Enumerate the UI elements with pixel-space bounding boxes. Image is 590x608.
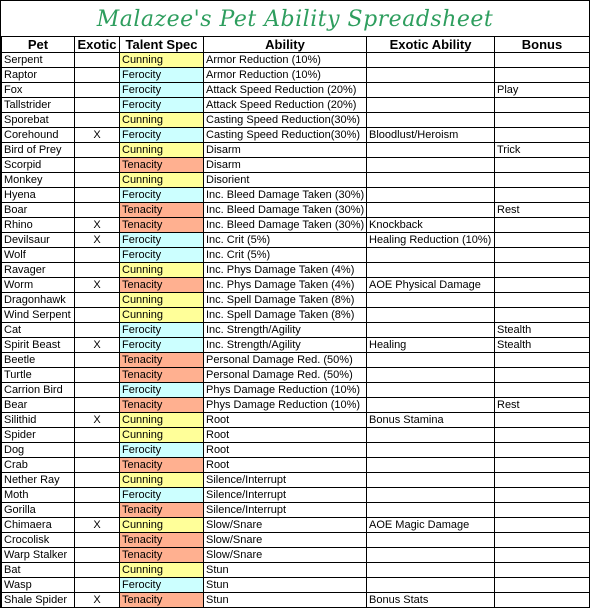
cell-pet[interactable]: Wolf [2, 248, 75, 263]
cell-talent-spec[interactable]: Ferocity [120, 248, 204, 263]
header-talent-spec[interactable]: Talent Spec [120, 37, 204, 53]
cell-pet[interactable]: Gorilla [2, 503, 75, 518]
cell-exotic-ability[interactable] [367, 83, 495, 98]
cell-exotic-ability[interactable] [367, 203, 495, 218]
table-body [2, 53, 590, 608]
cell-bonus[interactable] [495, 293, 590, 308]
cell-pet[interactable]: Cat [2, 323, 75, 338]
cell-ability[interactable]: Casting Speed Reduction(30%) [204, 128, 367, 143]
cell-ability[interactable]: Slow/Snare [204, 548, 367, 563]
cell-ability[interactable]: Inc. Bleed Damage Taken (30%) [204, 218, 367, 233]
cell-talent-spec[interactable]: Cunning [120, 113, 204, 128]
header-exotic[interactable]: Exotic [75, 37, 120, 53]
cell-exotic-ability[interactable]: Knockback [367, 218, 495, 233]
cell-pet[interactable]: Crab [2, 458, 75, 473]
cell-talent-spec[interactable]: Cunning [120, 143, 204, 158]
cell-bonus[interactable] [495, 428, 590, 443]
cell-talent-spec[interactable]: Tenacity [120, 548, 204, 563]
cell-exotic-ability[interactable] [367, 323, 495, 338]
cell-ability[interactable]: Inc. Bleed Damage Taken (30%) [204, 203, 367, 218]
cell-bonus[interactable] [495, 383, 590, 398]
cell-exotic-ability[interactable] [367, 443, 495, 458]
cell-bonus[interactable] [495, 158, 590, 173]
table-row [2, 473, 590, 488]
cell-talent-spec[interactable]: Ferocity [120, 68, 204, 83]
cell-exotic-ability[interactable]: Healing [367, 338, 495, 353]
cell-bonus[interactable] [495, 413, 590, 428]
cell-exotic-ability[interactable] [367, 263, 495, 278]
cell-pet[interactable]: Bird of Prey [2, 143, 75, 158]
cell-exotic[interactable] [75, 368, 120, 383]
table-row [2, 353, 590, 368]
cell-pet[interactable]: Dog [2, 443, 75, 458]
cell-talent-spec[interactable]: Tenacity [120, 503, 204, 518]
cell-exotic[interactable] [75, 503, 120, 518]
cell-exotic[interactable] [75, 158, 120, 173]
cell-talent-spec[interactable]: Cunning [120, 53, 204, 68]
cell-ability[interactable]: Root [204, 443, 367, 458]
cell-talent-spec[interactable]: Cunning [120, 473, 204, 488]
cell-talent-spec[interactable]: Ferocity [120, 323, 204, 338]
cell-ability[interactable]: Slow/Snare [204, 533, 367, 548]
table-row [2, 428, 590, 443]
cell-pet[interactable]: Monkey [2, 173, 75, 188]
cell-bonus[interactable] [495, 443, 590, 458]
cell-ability[interactable]: Armor Reduction (10%) [204, 53, 367, 68]
table-row [2, 533, 590, 548]
cell-bonus[interactable] [495, 308, 590, 323]
cell-talent-spec[interactable]: Tenacity [120, 203, 204, 218]
table-row [2, 398, 590, 413]
cell-bonus[interactable] [495, 128, 590, 143]
cell-pet[interactable]: Devilsaur [2, 233, 75, 248]
cell-exotic[interactable] [75, 473, 120, 488]
cell-pet[interactable]: Bat [2, 563, 75, 578]
cell-bonus[interactable] [495, 458, 590, 473]
cell-exotic-ability[interactable] [367, 173, 495, 188]
cell-exotic-ability[interactable] [367, 458, 495, 473]
cell-pet[interactable]: Wind Serpent [2, 308, 75, 323]
cell-pet[interactable]: Silithid [2, 413, 75, 428]
cell-bonus[interactable] [495, 248, 590, 263]
cell-exotic[interactable] [75, 308, 120, 323]
cell-exotic-ability[interactable] [367, 248, 495, 263]
table-row [2, 278, 590, 293]
cell-talent-spec[interactable]: Tenacity [120, 398, 204, 413]
cell-ability[interactable]: Casting Speed Reduction(30%) [204, 113, 367, 128]
cell-bonus[interactable]: Trick [495, 143, 590, 158]
cell-ability[interactable]: Root [204, 413, 367, 428]
cell-pet[interactable]: Nether Ray [2, 473, 75, 488]
cell-ability[interactable]: Stun [204, 593, 367, 608]
cell-bonus[interactable] [495, 578, 590, 593]
cell-ability[interactable]: Root [204, 458, 367, 473]
table-row [2, 563, 590, 578]
table-row [2, 308, 590, 323]
cell-exotic[interactable] [75, 458, 120, 473]
cell-exotic[interactable]: X [75, 278, 120, 293]
table-row [2, 83, 590, 98]
table-row [2, 293, 590, 308]
cell-bonus[interactable] [495, 533, 590, 548]
cell-talent-spec[interactable]: Ferocity [120, 488, 204, 503]
cell-talent-spec[interactable]: Ferocity [120, 83, 204, 98]
table-row [2, 263, 590, 278]
cell-ability[interactable]: Disorient [204, 173, 367, 188]
table-row [2, 218, 590, 233]
cell-bonus[interactable]: Rest [495, 398, 590, 413]
cell-ability[interactable]: Disarm [204, 143, 367, 158]
cell-pet[interactable]: Rhino [2, 218, 75, 233]
cell-exotic[interactable] [75, 563, 120, 578]
cell-exotic-ability[interactable] [367, 533, 495, 548]
cell-exotic-ability[interactable] [367, 548, 495, 563]
cell-exotic[interactable] [75, 83, 120, 98]
cell-exotic-ability[interactable] [367, 383, 495, 398]
cell-pet[interactable]: Dragonhawk [2, 293, 75, 308]
cell-exotic[interactable] [75, 68, 120, 83]
cell-exotic-ability[interactable] [367, 578, 495, 593]
cell-exotic[interactable] [75, 443, 120, 458]
cell-talent-spec[interactable]: Ferocity [120, 128, 204, 143]
cell-exotic-ability[interactable]: AOE Magic Damage [367, 518, 495, 533]
cell-talent-spec[interactable]: Tenacity [120, 353, 204, 368]
cell-ability[interactable]: Inc. Strength/Agility [204, 323, 367, 338]
cell-bonus[interactable] [495, 353, 590, 368]
cell-bonus[interactable] [495, 188, 590, 203]
table-row [2, 143, 590, 158]
cell-ability[interactable]: Attack Speed Reduction (20%) [204, 98, 367, 113]
cell-exotic-ability[interactable]: AOE Physical Damage [367, 278, 495, 293]
cell-exotic-ability[interactable] [367, 353, 495, 368]
table-row [2, 233, 590, 248]
cell-ability[interactable]: Attack Speed Reduction (20%) [204, 83, 367, 98]
cell-bonus[interactable] [495, 68, 590, 83]
cell-bonus[interactable] [495, 278, 590, 293]
cell-talent-spec[interactable]: Tenacity [120, 218, 204, 233]
cell-ability[interactable]: Slow/Snare [204, 518, 367, 533]
table-row [2, 113, 590, 128]
cell-talent-spec[interactable]: Tenacity [120, 278, 204, 293]
cell-exotic-ability[interactable] [367, 308, 495, 323]
cell-bonus[interactable]: Stealth [495, 323, 590, 338]
cell-pet[interactable]: Worm [2, 278, 75, 293]
cell-ability[interactable]: Personal Damage Red. (50%) [204, 368, 367, 383]
cell-bonus[interactable] [495, 548, 590, 563]
cell-exotic-ability[interactable] [367, 488, 495, 503]
cell-bonus[interactable] [495, 113, 590, 128]
cell-exotic[interactable] [75, 188, 120, 203]
cell-exotic-ability[interactable] [367, 53, 495, 68]
table-row [2, 458, 590, 473]
cell-bonus[interactable] [495, 503, 590, 518]
cell-pet[interactable]: Shale Spider [2, 593, 75, 608]
table-row [2, 518, 590, 533]
cell-talent-spec[interactable]: Ferocity [120, 383, 204, 398]
cell-exotic[interactable] [75, 428, 120, 443]
cell-exotic-ability[interactable] [367, 503, 495, 518]
cell-ability[interactable]: Silence/Interrupt [204, 473, 367, 488]
cell-pet[interactable]: Turtle [2, 368, 75, 383]
cell-bonus[interactable] [495, 593, 590, 608]
cell-bonus[interactable]: Rest [495, 203, 590, 218]
cell-pet[interactable]: Crocolisk [2, 533, 75, 548]
cell-talent-spec[interactable]: Cunning [120, 518, 204, 533]
cell-exotic[interactable] [75, 488, 120, 503]
header-row [2, 37, 590, 53]
cell-pet[interactable]: Boar [2, 203, 75, 218]
table-row [2, 338, 590, 353]
cell-exotic[interactable] [75, 578, 120, 593]
cell-exotic[interactable] [75, 293, 120, 308]
cell-pet[interactable]: Ravager [2, 263, 75, 278]
cell-exotic[interactable]: X [75, 593, 120, 608]
table-row [2, 593, 590, 608]
cell-exotic[interactable] [75, 53, 120, 68]
cell-pet[interactable]: Scorpid [2, 158, 75, 173]
cell-exotic[interactable]: X [75, 518, 120, 533]
cell-pet[interactable]: Sporebat [2, 113, 75, 128]
cell-exotic-ability[interactable] [367, 143, 495, 158]
cell-ability[interactable]: Inc. Crit (5%) [204, 248, 367, 263]
header-pet[interactable]: Pet [2, 37, 75, 53]
cell-exotic[interactable] [75, 143, 120, 158]
cell-pet[interactable]: Corehound [2, 128, 75, 143]
cell-ability[interactable]: Inc. Phys Damage Taken (4%) [204, 278, 367, 293]
cell-pet[interactable]: Carrion Bird [2, 383, 75, 398]
cell-exotic-ability[interactable]: Bonus Stats [367, 593, 495, 608]
cell-talent-spec[interactable]: Tenacity [120, 458, 204, 473]
cell-talent-spec[interactable]: Cunning [120, 563, 204, 578]
cell-bonus[interactable] [495, 488, 590, 503]
cell-pet[interactable]: Spirit Beast [2, 338, 75, 353]
cell-talent-spec[interactable]: Ferocity [120, 338, 204, 353]
cell-exotic[interactable] [75, 398, 120, 413]
cell-ability[interactable]: Armor Reduction (10%) [204, 68, 367, 83]
cell-exotic[interactable] [75, 353, 120, 368]
cell-bonus[interactable] [495, 98, 590, 113]
pet-ability-table [1, 36, 590, 608]
table-row [2, 188, 590, 203]
cell-ability[interactable]: Personal Damage Red. (50%) [204, 353, 367, 368]
cell-bonus[interactable] [495, 173, 590, 188]
cell-exotic-ability[interactable] [367, 293, 495, 308]
cell-exotic-ability[interactable] [367, 98, 495, 113]
cell-ability[interactable]: Root [204, 428, 367, 443]
cell-ability[interactable]: Inc. Phys Damage Taken (4%) [204, 263, 367, 278]
cell-exotic[interactable]: X [75, 128, 120, 143]
cell-bonus[interactable] [495, 368, 590, 383]
cell-exotic-ability[interactable] [367, 368, 495, 383]
cell-exotic-ability[interactable] [367, 428, 495, 443]
cell-pet[interactable]: Spider [2, 428, 75, 443]
table-row [2, 128, 590, 143]
cell-ability[interactable]: Phys Damage Reduction (10%) [204, 398, 367, 413]
cell-exotic-ability[interactable]: Bloodlust/Heroism [367, 128, 495, 143]
cell-talent-spec[interactable]: Tenacity [120, 533, 204, 548]
sheet-title: Malazee's Pet Ability Spreadsheet [96, 7, 494, 32]
cell-ability[interactable]: Inc. Spell Damage Taken (8%) [204, 293, 367, 308]
cell-ability[interactable]: Inc. Spell Damage Taken (8%) [204, 308, 367, 323]
cell-exotic[interactable] [75, 533, 120, 548]
table-row [2, 503, 590, 518]
cell-exotic[interactable]: X [75, 233, 120, 248]
cell-exotic[interactable] [75, 263, 120, 278]
cell-talent-spec[interactable]: Ferocity [120, 443, 204, 458]
cell-talent-spec[interactable]: Tenacity [120, 368, 204, 383]
cell-pet[interactable]: Raptor [2, 68, 75, 83]
cell-exotic[interactable]: X [75, 338, 120, 353]
cell-bonus[interactable]: Stealth [495, 338, 590, 353]
table-row [2, 248, 590, 263]
table-row [2, 548, 590, 563]
cell-bonus[interactable] [495, 218, 590, 233]
cell-exotic-ability[interactable] [367, 68, 495, 83]
cell-pet[interactable]: Chimaera [2, 518, 75, 533]
cell-exotic[interactable] [75, 98, 120, 113]
cell-exotic[interactable] [75, 548, 120, 563]
cell-exotic[interactable] [75, 323, 120, 338]
table-row [2, 158, 590, 173]
table-row [2, 578, 590, 593]
table-row [2, 98, 590, 113]
cell-pet[interactable]: Hyena [2, 188, 75, 203]
cell-talent-spec[interactable]: Tenacity [120, 593, 204, 608]
cell-talent-spec[interactable]: Tenacity [120, 158, 204, 173]
cell-ability[interactable]: Inc. Bleed Damage Taken (30%) [204, 188, 367, 203]
header-ability[interactable]: Ability [204, 37, 367, 53]
table-row [2, 488, 590, 503]
cell-ability[interactable]: Silence/Interrupt [204, 503, 367, 518]
cell-pet[interactable]: Wasp [2, 578, 75, 593]
cell-talent-spec[interactable]: Ferocity [120, 578, 204, 593]
cell-exotic[interactable]: X [75, 218, 120, 233]
cell-exotic-ability[interactable] [367, 398, 495, 413]
cell-talent-spec[interactable]: Cunning [120, 293, 204, 308]
table-row [2, 173, 590, 188]
table-row [2, 443, 590, 458]
header-exotic-ability[interactable]: Exotic Ability [367, 37, 495, 53]
cell-exotic[interactable] [75, 173, 120, 188]
cell-bonus[interactable] [495, 473, 590, 488]
cell-talent-spec[interactable]: Cunning [120, 428, 204, 443]
cell-ability[interactable]: Inc. Crit (5%) [204, 233, 367, 248]
cell-pet[interactable]: Moth [2, 488, 75, 503]
cell-exotic[interactable]: X [75, 413, 120, 428]
cell-talent-spec[interactable]: Cunning [120, 263, 204, 278]
cell-talent-spec[interactable]: Cunning [120, 173, 204, 188]
cell-pet[interactable]: Bear [2, 398, 75, 413]
table-row [2, 53, 590, 68]
cell-talent-spec[interactable]: Ferocity [120, 188, 204, 203]
cell-exotic-ability[interactable]: Bonus Stamina [367, 413, 495, 428]
cell-bonus[interactable] [495, 263, 590, 278]
cell-bonus[interactable] [495, 53, 590, 68]
table-row [2, 368, 590, 383]
cell-pet[interactable]: Beetle [2, 353, 75, 368]
cell-exotic-ability[interactable] [367, 158, 495, 173]
cell-talent-spec[interactable]: Cunning [120, 413, 204, 428]
cell-exotic[interactable] [75, 203, 120, 218]
table-row [2, 413, 590, 428]
cell-exotic-ability[interactable] [367, 113, 495, 128]
cell-exotic-ability[interactable] [367, 563, 495, 578]
cell-ability[interactable]: Inc. Strength/Agility [204, 338, 367, 353]
cell-bonus[interactable] [495, 563, 590, 578]
cell-exotic[interactable] [75, 248, 120, 263]
cell-talent-spec[interactable]: Ferocity [120, 98, 204, 113]
cell-ability[interactable]: Disarm [204, 158, 367, 173]
cell-exotic-ability[interactable] [367, 473, 495, 488]
cell-bonus[interactable]: Play [495, 83, 590, 98]
cell-ability[interactable]: Phys Damage Reduction (10%) [204, 383, 367, 398]
cell-ability[interactable]: Stun [204, 578, 367, 593]
cell-ability[interactable]: Silence/Interrupt [204, 488, 367, 503]
table-row [2, 323, 590, 338]
table-row [2, 383, 590, 398]
table-row [2, 68, 590, 83]
cell-talent-spec[interactable]: Cunning [120, 308, 204, 323]
cell-bonus[interactable] [495, 518, 590, 533]
header-bonus[interactable]: Bonus [495, 37, 590, 53]
table-row [2, 203, 590, 218]
cell-pet[interactable]: Tallstrider [2, 98, 75, 113]
cell-ability[interactable]: Stun [204, 563, 367, 578]
cell-pet[interactable]: Fox [2, 83, 75, 98]
cell-talent-spec[interactable]: Ferocity [120, 233, 204, 248]
cell-pet[interactable]: Warp Stalker [2, 548, 75, 563]
cell-pet[interactable]: Serpent [2, 53, 75, 68]
cell-bonus[interactable] [495, 233, 590, 248]
cell-exotic-ability[interactable] [367, 188, 495, 203]
cell-exotic[interactable] [75, 383, 120, 398]
cell-exotic-ability[interactable]: Healing Reduction (10%) [367, 233, 495, 248]
cell-exotic[interactable] [75, 113, 120, 128]
